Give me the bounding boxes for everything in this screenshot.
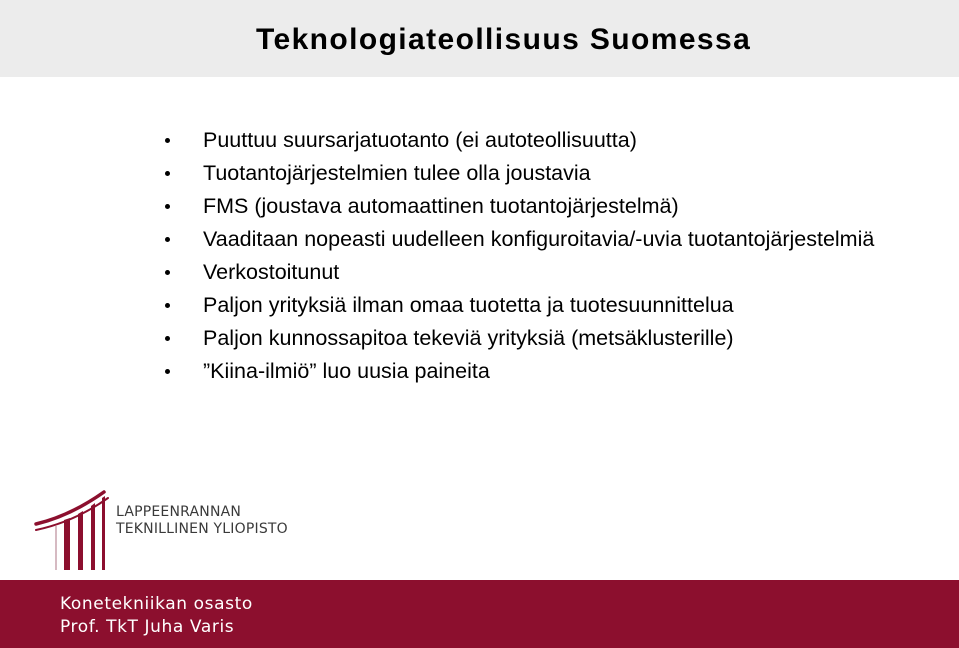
bullet-item (165, 322, 905, 355)
bullet-item (165, 355, 905, 388)
logo-line-1: LAPPEENRANNAN (116, 504, 242, 520)
bullet-text: Paljon yrityksiä ilman omaa tuotetta ja tuotesuunnittelua (203, 293, 734, 317)
logo-line-2: TEKNILLINEN YLIOPISTO (116, 521, 288, 537)
title-band (0, 0, 959, 77)
bullet-text: Vaaditaan nopeasti uudelleen konfiguroitavia/-uvia tuotantojärjestelmiä (203, 227, 875, 251)
bullet-text: Tuotantojärjestelmien tulee olla joustavia (203, 161, 591, 185)
bullet-text: Puuttuu suursarjatuotanto (ei autoteollisuutta) (203, 128, 637, 152)
bullet-dot-icon (165, 270, 170, 275)
bullet-item (165, 289, 905, 322)
bullet-item (165, 223, 905, 256)
bullet-dot-icon (165, 138, 170, 143)
bullet-dot-icon (165, 204, 170, 209)
bullet-dot-icon (165, 237, 170, 242)
bullet-text: Verkostoitunut (203, 260, 340, 284)
bullet-text: Paljon kunnossapitoa tekeviä yrityksiä (metsäklusterille) (203, 326, 734, 350)
lut-logo-icon (34, 488, 114, 570)
footer-department: Konetekniikan osasto (60, 594, 253, 614)
footer-band (0, 580, 959, 648)
footer-author: Prof. TkT Juha Varis (60, 617, 235, 637)
bullet-dot-icon (165, 369, 170, 374)
bullet-item (165, 157, 905, 190)
university-logo (34, 488, 288, 570)
bullet-text: ”Kiina-ilmiö” luo uusia paineita (203, 359, 490, 383)
bullet-dot-icon (165, 171, 170, 176)
bullet-item (165, 124, 905, 157)
bullet-item (165, 190, 905, 223)
bullet-text: FMS (joustava automaattinen tuotantojärjestelmä) (203, 194, 679, 218)
bullet-dot-icon (165, 303, 170, 308)
bullet-dot-icon (165, 336, 170, 341)
bullet-item (165, 256, 905, 289)
bullet-list (165, 124, 905, 388)
slide-title: Teknologiateollisuus Suomessa (256, 23, 752, 56)
